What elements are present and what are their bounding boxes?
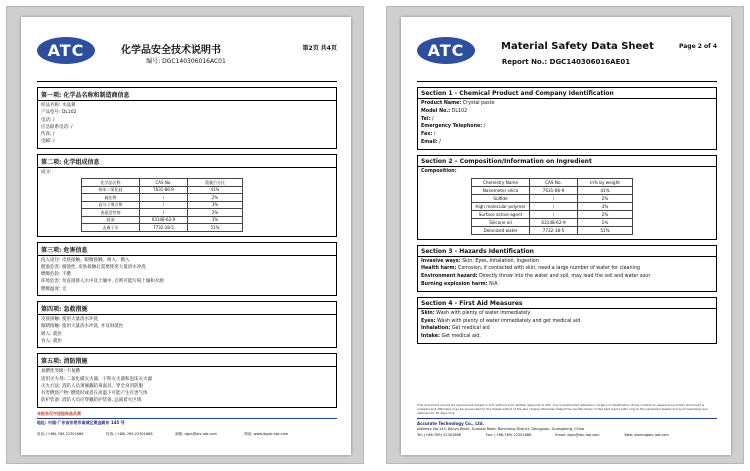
table-cell: CAS No.	[140, 179, 188, 187]
table-header-row	[472, 178, 633, 186]
footer-website: Web: www.dgatc-lab.com	[624, 433, 669, 437]
table-row	[472, 218, 633, 226]
section-3	[417, 245, 717, 292]
table-row	[82, 194, 243, 202]
field-label: Health harm:	[421, 266, 457, 272]
table-cell: Deionized water	[472, 226, 530, 234]
info-row	[421, 273, 713, 281]
table-cell: 63148-62-9	[140, 216, 188, 224]
footer-address: Address: No.145, Banyu Block, Guantai Road, Nancheng District, Dongguan, Guangdong, China	[417, 427, 585, 431]
section-5	[37, 353, 337, 407]
field-value: Corrosion, if contacted with skin, need a large number of water for cleaning	[458, 266, 640, 272]
field-label: Email:	[421, 139, 438, 145]
info-row	[421, 139, 713, 147]
table-cell: Chemistry Name	[472, 178, 530, 186]
info-row	[421, 281, 713, 289]
info-row	[421, 318, 713, 326]
table-row	[472, 202, 633, 210]
field-value: Wash with plenty of water immediately	[436, 310, 531, 316]
info-row: 样品名称: 水晶膏	[41, 103, 76, 108]
field-label: Composition:	[421, 168, 457, 174]
field-label: Eyes:	[421, 318, 436, 324]
table-cell: 表面活性剂	[82, 209, 140, 217]
info-row: 电话: /	[41, 117, 55, 123]
info-row: 环境危害: 勿直接排入水中及土壤中, 否则可能污染土壤和水源	[41, 279, 164, 285]
table-cell: 重量百分比	[188, 179, 243, 187]
section-1	[37, 87, 337, 149]
footer-divider	[37, 418, 337, 419]
report-number: 编号: DGC140306016AC01	[146, 58, 226, 65]
footer-fax: Fax: (+86-769) 22301666	[486, 433, 532, 437]
footer-fax: 传真: (+86)-769-22301666	[106, 432, 153, 436]
info-row: 防护装备: 消防人员应穿戴防护装备, 远离着火区域	[41, 398, 142, 404]
section-4	[417, 297, 717, 344]
info-row: 产品型号: DL102	[41, 110, 77, 116]
english-msds-page	[401, 17, 731, 455]
section-title: 第五项: 消防措施	[38, 355, 336, 367]
field-label: Invasive ways:	[421, 258, 461, 264]
field-label: Tel:	[421, 116, 431, 122]
info-row	[421, 310, 713, 318]
section-title: 第三项: 危害信息	[38, 244, 336, 256]
table-cell: 7732-18-5	[140, 224, 188, 232]
table-row	[472, 226, 633, 234]
header-divider	[417, 81, 717, 82]
info-row	[421, 333, 713, 341]
table-cell: 硫化物	[82, 194, 140, 202]
field-value: Get medical aid	[451, 326, 490, 332]
field-value: Skin, Eyes, Inhalation, Ingestion	[462, 258, 539, 264]
table-cell: 7631-86-9	[140, 186, 188, 194]
table-cell: 51%	[188, 224, 243, 232]
table-cell: Sulfide	[472, 194, 530, 202]
field-value: DL102	[451, 108, 468, 114]
table-cell: 硅油	[82, 216, 140, 224]
table-row	[82, 216, 243, 224]
table-cell: /	[140, 209, 188, 217]
table-row	[82, 201, 243, 209]
table-cell: 51%	[578, 226, 633, 234]
footer-phone: Tel: (+86-769) 22301666	[417, 433, 461, 437]
info-row: 燃爆温度: 无	[41, 286, 67, 292]
document-body	[37, 87, 337, 409]
field-label: Product Name:	[421, 101, 462, 106]
info-row: 吸入: 就医	[41, 331, 62, 337]
footer-website: 网址: www.dgatc-lab.com	[244, 432, 289, 436]
info-row	[421, 258, 713, 266]
field-label: Environment hazard:	[421, 274, 478, 280]
section-title: Section 2 – Composition/Information on Ingredient	[418, 157, 716, 167]
table-cell: /	[530, 210, 578, 218]
table-cell: Silicone oil	[472, 218, 530, 226]
footer-notice: 本报告仅对送检样品负责	[37, 411, 81, 416]
field-value: N/A	[489, 281, 498, 287]
document-body	[417, 87, 717, 409]
table-cell: 2%	[578, 194, 633, 202]
info-row	[421, 116, 713, 124]
table-row	[82, 186, 243, 194]
table-cell: 3%	[188, 201, 243, 209]
table-cell: 去离子水	[82, 224, 140, 232]
section-title: Section 3 - Hazards Identification	[418, 247, 716, 257]
footer-contact	[417, 433, 717, 437]
section-title: 第四项: 急救措施	[38, 303, 336, 315]
table-cell: 2%	[188, 194, 243, 202]
chinese-msds-page	[21, 17, 351, 455]
english-msds-frame	[386, 6, 744, 464]
field-label: Burning explosion harm:	[421, 281, 488, 287]
composition-label	[421, 168, 713, 176]
field-label: Inhalation:	[421, 326, 451, 332]
table-cell: /	[140, 194, 188, 202]
section-title: Section 1 - Chemical Product and Company Identification	[418, 89, 716, 99]
document-title: 化学品安全技术说明书	[121, 45, 221, 56]
field-value: /	[483, 124, 486, 130]
table-cell: 2%	[578, 210, 633, 218]
composition-table	[471, 178, 633, 235]
footer-address: 地址: 中国·广东省东莞市南城区黄金路东 145 号	[37, 420, 125, 425]
info-row	[421, 131, 713, 139]
field-value: Directly throw into the water and soil, may lead the soil and water sour	[479, 274, 651, 280]
field-value: /	[439, 139, 441, 145]
table-cell: Nanometer silica	[472, 186, 530, 194]
info-row	[421, 325, 713, 333]
table-header-row	[82, 179, 243, 187]
info-row: 侵入途径: 皮肤接触、眼睛接触、吸入、摄入	[41, 257, 130, 263]
section-title: Section 4 - First Aid Measures	[418, 299, 716, 309]
field-label: Emergency Telephone:	[421, 124, 483, 130]
field-label: Model No.:	[421, 108, 451, 114]
table-row	[472, 186, 633, 194]
info-row: 有害燃烧产物: 燃烧时或者在高温下可能产生有害气体	[41, 391, 148, 397]
footer-phone: 电话: (+86)-769-22301666	[37, 432, 84, 436]
table-cell: 化学品名称	[82, 179, 140, 187]
field-value: Wash with plenty of water immediately and get medical aid	[436, 318, 581, 324]
info-row: 灭火方法: 消防人员须佩戴防毒面具、穿全身消防服	[41, 383, 143, 389]
table-cell: Surface active agent	[472, 210, 530, 218]
table-row	[472, 194, 633, 202]
table-cell: 41%	[188, 186, 243, 194]
footer-divider	[417, 418, 717, 419]
table-cell: High molecular polymer	[472, 202, 530, 210]
field-label: Intake:	[421, 334, 440, 340]
info-row	[421, 100, 713, 108]
info-row: 眼睛接触: 使用大量清水冲洗, 并及时就医	[41, 324, 124, 330]
table-cell: 纳米二氧化硅	[82, 186, 140, 194]
info-row	[421, 108, 713, 116]
section-title: 第一项: 化学品名称和制造商信息	[38, 89, 336, 101]
composition-table	[81, 178, 243, 232]
table-cell: /	[530, 202, 578, 210]
field-value: Crystal paste	[462, 101, 495, 106]
table-cell: /	[530, 194, 578, 202]
section-1	[417, 87, 717, 150]
page-number: 第2页 共4页	[302, 45, 337, 52]
table-cell: 1%	[188, 216, 243, 224]
table-cell: 2%	[188, 209, 243, 217]
chinese-msds-frame	[6, 6, 364, 464]
section-2	[417, 155, 717, 240]
field-value: Get medical aid.	[441, 334, 481, 340]
table-row	[472, 210, 633, 218]
section-3	[37, 242, 337, 296]
info-row: 健康危害: 腐蚀性, 皮肤接触后需要使用大量清水冲洗	[41, 264, 146, 270]
table-cell: 41%	[578, 186, 633, 194]
footer-contact	[37, 432, 337, 437]
info-row: 易燃性等级: 不易燃	[41, 369, 80, 375]
report-number: Report No.: DGC140306016AE01	[501, 58, 631, 66]
composition-label: 成分:	[41, 169, 52, 175]
field-label: Fax:	[421, 132, 433, 138]
footer-email: Email: dgcs@atc-lab.com	[555, 433, 600, 437]
section-title: 第二项: 化学组成信息	[38, 156, 336, 168]
info-row	[421, 123, 713, 131]
table-row	[82, 209, 243, 217]
footer-disclaimer: This document cannot be reproduced except in full, without prior written approval of ATC. Any unauthorized alteration, forgery or falsification of the content or appearance of this document is unlawful and offenders may be prosecuted to the fullest extent of the law. Unless otherwise stated the results shown in this test report refer only to the sample(s) tested and such sample(s) are retained for 30 days only.	[417, 403, 708, 415]
footer-company: Accurate Technology Co., Ltd.	[417, 421, 485, 426]
field-label: Skin:	[421, 310, 435, 316]
table-cell: 3%	[578, 202, 633, 210]
info-row: 电邮: /	[41, 139, 55, 145]
table-cell: 1%	[578, 218, 633, 226]
table-cell: /	[140, 201, 188, 209]
field-value: /	[431, 116, 434, 122]
info-row: 适用灭火剂: 二氧化碳灭火器、干粉灭火器和泡沫灭火器	[41, 376, 152, 382]
atc-logo: ATC	[417, 37, 475, 64]
footer-email: 邮箱: dgcs@atc-lab.com	[175, 432, 217, 436]
table-cell: In% by weight	[578, 178, 633, 186]
section-2	[37, 154, 337, 237]
table-cell: 7732-18-5	[530, 226, 578, 234]
table-cell: CAS No.	[530, 178, 578, 186]
info-row: 应急联系电话: /	[41, 124, 73, 130]
atc-logo: ATC	[37, 37, 95, 64]
header-divider	[37, 81, 337, 82]
table-cell: 63148-62-9	[530, 218, 578, 226]
table-cell: 高分子聚合物	[82, 201, 140, 209]
document-title: Material Safety Data Sheet	[501, 41, 654, 52]
info-row: 食入: 就医	[41, 338, 62, 344]
info-row: 燃爆危险: 不燃	[41, 272, 71, 278]
table-row	[82, 224, 243, 232]
field-value: /	[433, 132, 436, 138]
info-row	[421, 265, 713, 273]
info-row: 传真: /	[41, 132, 55, 138]
table-cell: 7631-86-9	[530, 186, 578, 194]
page-number: Page 2 of 4	[679, 43, 717, 50]
info-row: 皮肤接触: 使用大量清水冲洗	[41, 317, 98, 323]
section-4	[37, 301, 337, 348]
